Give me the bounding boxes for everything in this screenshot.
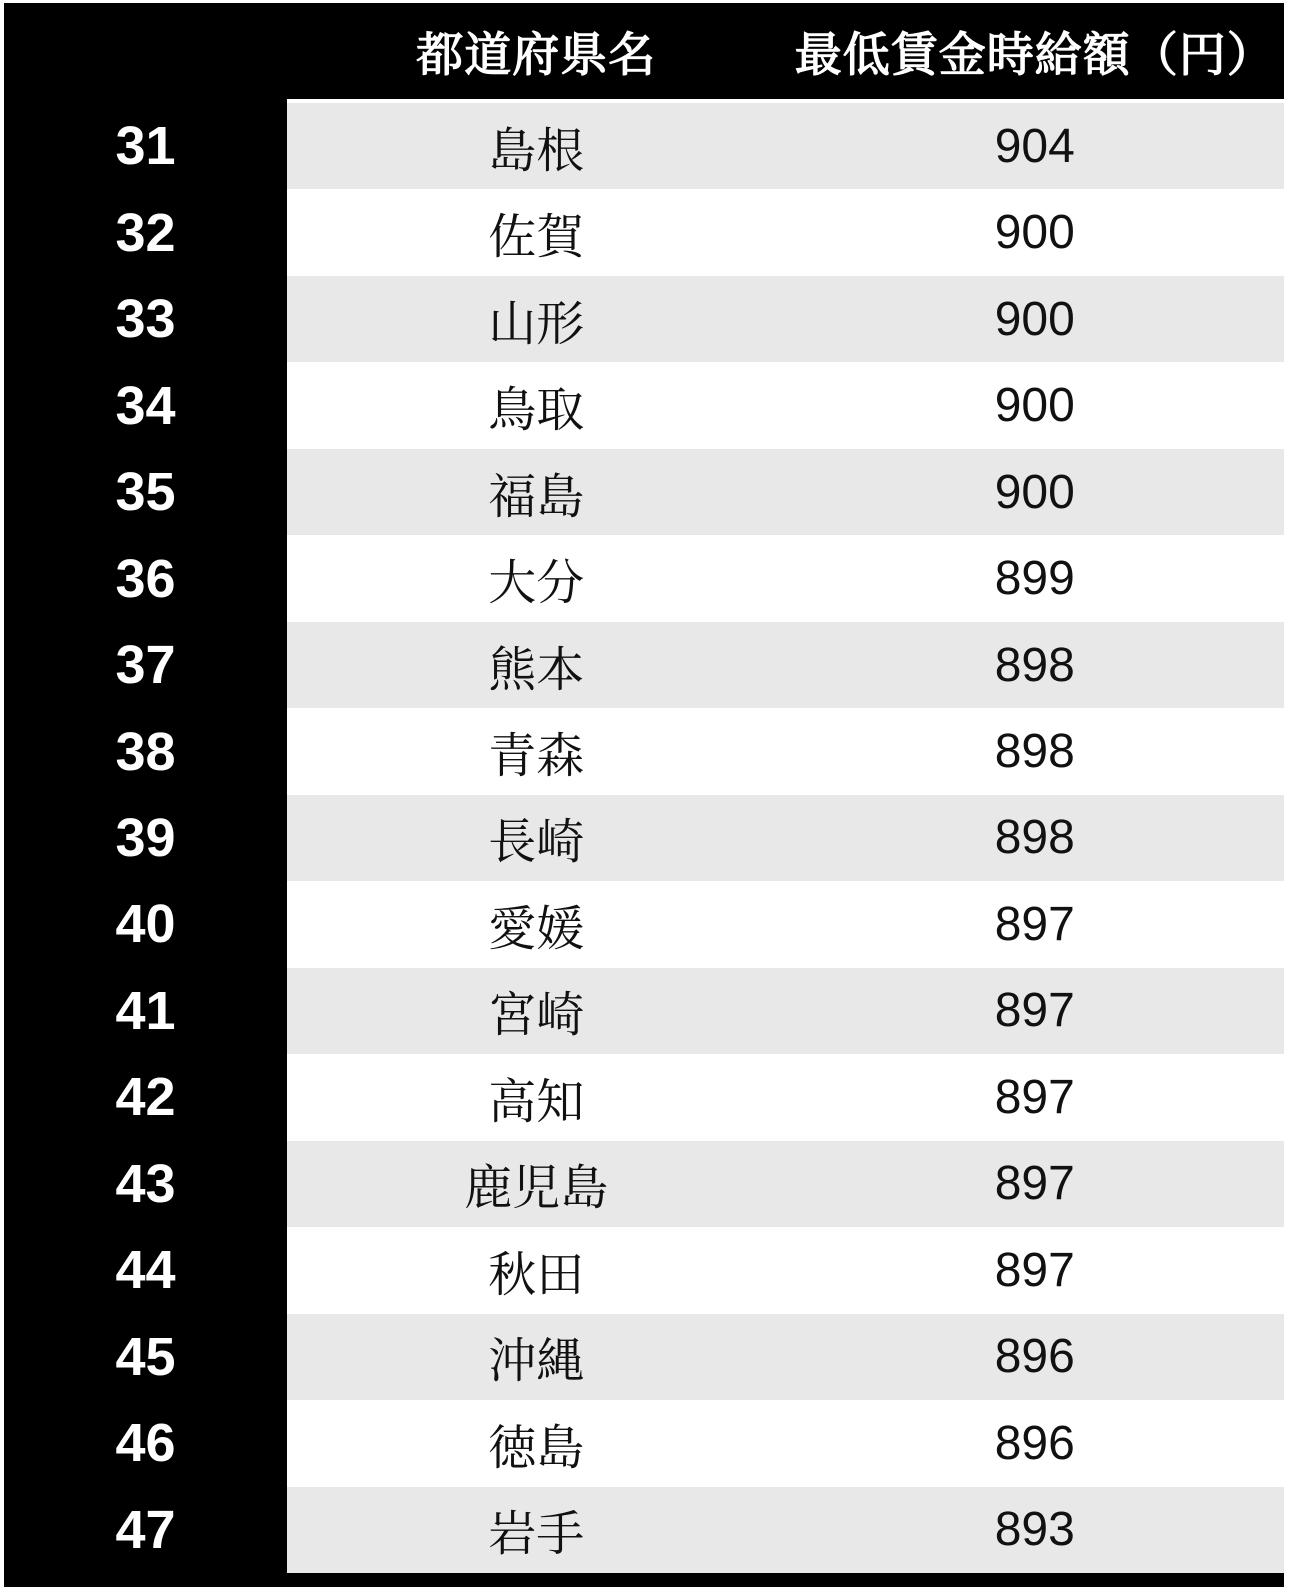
rank-cell: 45 <box>4 1314 287 1400</box>
rank-cell: 44 <box>4 1227 287 1313</box>
rank-cell: 31 <box>4 103 287 189</box>
table-row <box>4 103 1284 189</box>
table-row <box>4 362 1284 448</box>
wage-cell: 898 <box>786 795 1285 881</box>
prefecture-cell: 秋田 <box>287 1227 786 1313</box>
rank-cell: 46 <box>4 1400 287 1486</box>
prefecture-cell: 長崎 <box>287 795 786 881</box>
table-row <box>4 1054 1284 1140</box>
table-row <box>4 1400 1284 1486</box>
prefecture-cell: 鹿児島 <box>287 1141 786 1227</box>
rank-cell: 32 <box>4 189 287 275</box>
wage-cell: 897 <box>786 881 1285 967</box>
wage-cell: 896 <box>786 1400 1285 1486</box>
rank-cell: 38 <box>4 708 287 794</box>
minimum-wage-ranking-table <box>4 3 1284 1587</box>
prefecture-cell: 青森 <box>287 708 786 794</box>
wage-cell: 897 <box>786 1227 1285 1313</box>
prefecture-cell: 岩手 <box>287 1487 786 1573</box>
wage-cell: 897 <box>786 1141 1285 1227</box>
rank-cell: 40 <box>4 881 287 967</box>
table-row <box>4 968 1284 1054</box>
rank-cell: 34 <box>4 362 287 448</box>
prefecture-cell: 佐賀 <box>287 189 786 275</box>
prefecture-cell: 宮崎 <box>287 968 786 1054</box>
table-header-row <box>4 3 1284 99</box>
prefecture-cell: 福島 <box>287 449 786 535</box>
wage-cell: 898 <box>786 708 1285 794</box>
wage-cell: 898 <box>786 622 1285 708</box>
prefecture-cell: 山形 <box>287 276 786 362</box>
wage-cell: 900 <box>786 189 1285 275</box>
table-row <box>4 622 1284 708</box>
rank-cell: 43 <box>4 1141 287 1227</box>
table-row <box>4 708 1284 794</box>
table-row <box>4 1227 1284 1313</box>
table-row <box>4 1141 1284 1227</box>
rank-cell: 47 <box>4 1487 287 1573</box>
wage-cell: 904 <box>786 103 1285 189</box>
prefecture-cell: 大分 <box>287 535 786 621</box>
table-row <box>4 276 1284 362</box>
prefecture-column-header: 都道府県名 <box>416 27 657 81</box>
wage-cell: 900 <box>786 276 1285 362</box>
wage-cell: 900 <box>786 362 1285 448</box>
rank-cell: 41 <box>4 968 287 1054</box>
rank-cell: 42 <box>4 1054 287 1140</box>
prefecture-cell: 沖縄 <box>287 1314 786 1400</box>
rank-cell: 35 <box>4 449 287 535</box>
table-row <box>4 795 1284 881</box>
table-row <box>4 1487 1284 1573</box>
rank-cell: 33 <box>4 276 287 362</box>
wage-cell: 899 <box>786 535 1285 621</box>
wage-column-header: 最低賃金時給額（円） <box>794 27 1275 81</box>
rank-cell: 36 <box>4 535 287 621</box>
prefecture-cell: 島根 <box>287 103 786 189</box>
prefecture-cell: 愛媛 <box>287 881 786 967</box>
prefecture-cell: 徳島 <box>287 1400 786 1486</box>
table-row <box>4 189 1284 275</box>
wage-cell: 897 <box>786 1054 1285 1140</box>
prefecture-cell: 鳥取 <box>287 362 786 448</box>
wage-cell: 900 <box>786 449 1285 535</box>
wage-cell: 897 <box>786 968 1285 1054</box>
table-bottom-bar <box>4 1573 1284 1587</box>
wage-cell: 893 <box>786 1487 1285 1573</box>
rank-cell: 39 <box>4 795 287 881</box>
table-row <box>4 1314 1284 1400</box>
table-row <box>4 449 1284 535</box>
table-row <box>4 535 1284 621</box>
wage-cell: 896 <box>786 1314 1285 1400</box>
prefecture-cell: 高知 <box>287 1054 786 1140</box>
table-body <box>4 103 1284 1573</box>
rank-cell: 37 <box>4 622 287 708</box>
prefecture-cell: 熊本 <box>287 622 786 708</box>
table-row <box>4 881 1284 967</box>
